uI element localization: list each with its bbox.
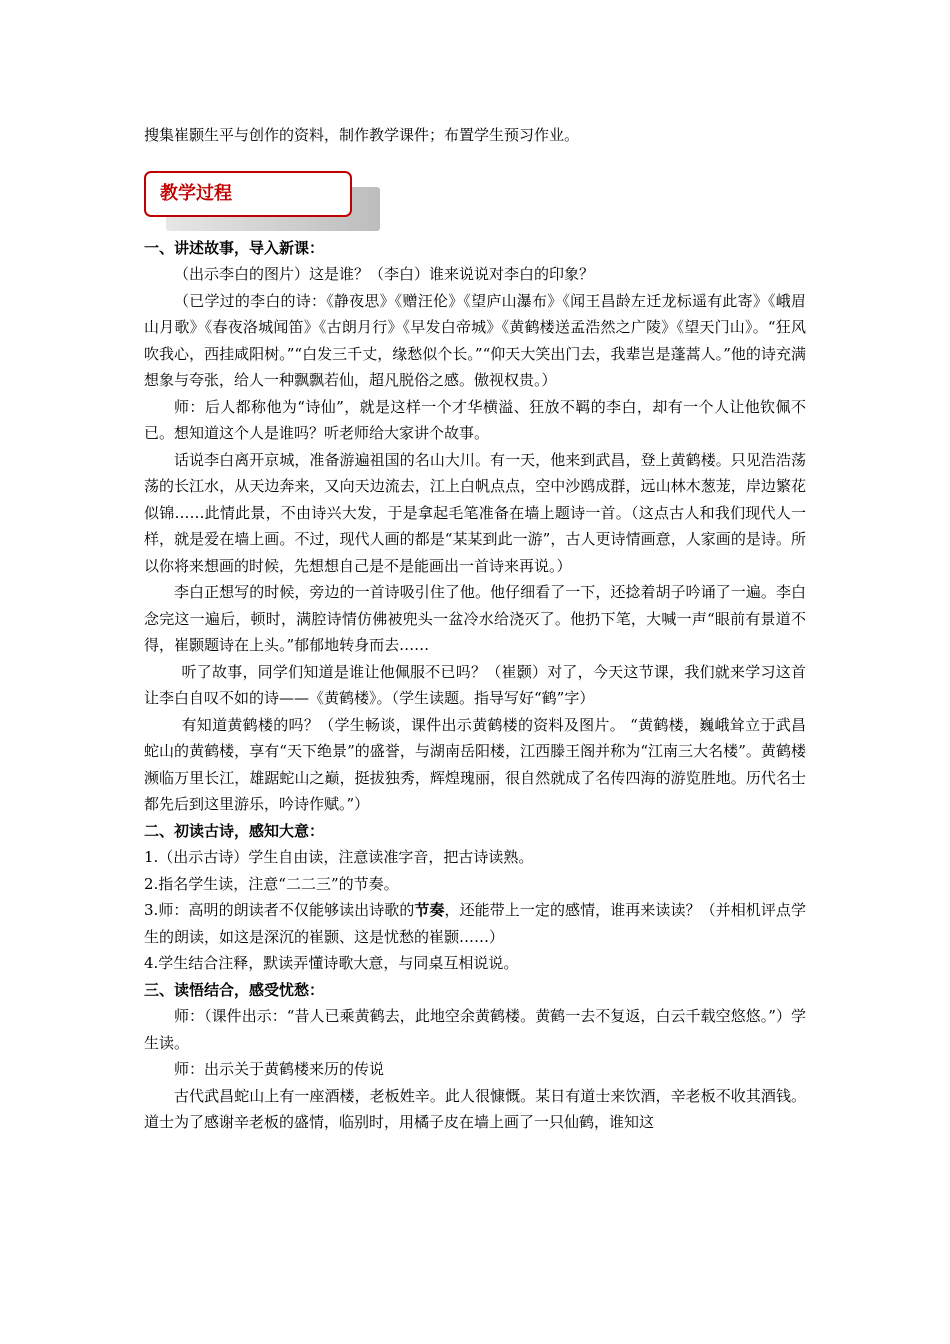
section1-paragraph-1: （出示李白的图片）这是谁？（李白）谁来说说对李白的印象？ (174, 265, 595, 283)
section2-heading: 二、初读古诗，感知大意： (144, 821, 325, 840)
section3-paragraph-1: 师：（课件出示：“昔人已乘黄鹤去，此地空余黄鹤楼。黄鹤一去不复返，白云千载空悠悠。”）学生读。 (144, 1007, 806, 1052)
section2-item-1: 1.（出示古诗）学生自由读，注意读准字音，把古诗读熟。 (144, 848, 534, 866)
section1-paragraph-3: 师：后人都称他为“诗仙”，就是这样一个才华横溢、狂放不羁的李白，却有一个人让他钦佩不已。想知道这个人是谁吗？听老师给大家讲个故事。 (144, 397, 806, 442)
section2-item-4: 4.学生结合注释，默读弄懂诗歌大意，与同桌互相说说。 (144, 954, 519, 972)
section-title: 教学过程 (160, 182, 232, 204)
section3-paragraph-3: 古代武昌蛇山上有一座酒楼，老板姓辛。此人很慷慨。某日有道士来饮酒，辛老板不收其酒钱。道士为了感谢辛老板的盛情，临别时，用橘子皮在墙上画了一只仙鹤，谁知这 (144, 1086, 806, 1131)
section1-paragraph-7: 有知道黄鹤楼的吗？（学生畅谈，课件出示黄鹤楼的资料及图片。 “黄鹤楼，巍峨耸立于武昌蛇山的黄鹤楼，享有“天下绝景”的盛誉，与湖南岳阳楼，江西滕王阁并称为“江南三大名楼”。黄鹤楼濒临万里长江，雄踞蛇山之巅，挺拔独秀，辉煌瑰丽，很自然就成了名传四海的游览胜地。历代名士都先后到这里游乐，吟诗作赋。”） (144, 715, 806, 813)
section2-item-3-part-b: ，还能带上一定的感情，谁再来读读？（并相机评点学生的朗读，如这是深沉的崔颢、这是忧愁的崔颢……） (144, 901, 806, 946)
section1-paragraph-2: （已学过的李白的诗：《静夜思》《赠汪伦》《望庐山瀑布》《闻王昌龄左迁龙标遥有此寄》《峨眉山月歌》《春夜洛城闻笛》《古朗月行》《早发白帝城》《黄鹤楼送孟浩然之广陵》《望天门山》。“狂风吹我心，西挂咸阳树。”“白发三千丈，缘愁似个长。”“仰天大笑出门去，我辈岂是蓬蒿人。”他的诗充满想象与夸张，给人一种飘飘若仙，超凡脱俗之感。傲视权贵。） (144, 291, 806, 389)
section2-item-2: 2.指名学生读，注意“二二三”的节奏。 (144, 874, 399, 893)
section2-item-3 (144, 897, 806, 950)
intro-line: 搜集崔颢生平与创作的资料，制作教学课件；布置学生预习作业。 (144, 126, 580, 144)
title-banner-box (144, 171, 352, 217)
document-page (144, 122, 806, 1136)
section2-item-3-bold: 节奏 (414, 901, 445, 919)
section1-paragraph-4: 话说李白离开京城，准备游遍祖国的名山大川。有一天，他来到武昌，登上黄鹤楼。只见浩浩荡荡的长江水，从天边奔来，又向天边流去，江上白帆点点，空中沙鸥成群，远山林木葱茏，岸边繁花似锦……此情此景，不由诗兴大发，于是拿起毛笔准备在墙上题诗一首。（这点古人和我们现代人一样，就是爱在墙上画。不过，现代人画的都是“某某到此一游”，古人更诗情画意，人家画的是诗。所以你将来想画的时候，先想想自己是不是能画出一首诗来再说。） (144, 450, 806, 575)
section3-paragraph-2: 师：出示关于黄鹤楼来历的传说 (174, 1060, 385, 1078)
section-title-banner (144, 171, 806, 235)
section1-heading: 一、讲述故事，导入新课： (144, 238, 325, 257)
section2-item-3-part-a: 3.师：高明的朗读者不仅能够读出诗歌的 (144, 901, 415, 919)
section1-paragraph-6: 听了故事，同学们知道是谁让他佩服不已吗？（崔颢）对了，今天这节课，我们就来学习这首让李白自叹不如的诗——《黄鹤楼》。（学生读题。指导写好“鹤”字） (144, 662, 806, 707)
section1-paragraph-5: 李白正想写的时候，旁边的一首诗吸引住了他。他仔细看了一下，还捻着胡子吟诵了一遍。李白念完这一遍后，顿时，满腔诗情仿佛被兜头一盆冷水给浇灭了。他扔下笔，大喊一声“眼前有景道不得，崔颢题诗在上头。”郁郁地转身而去…… (144, 583, 806, 654)
section3-heading: 三、读悟结合，感受忧愁： (144, 980, 325, 999)
